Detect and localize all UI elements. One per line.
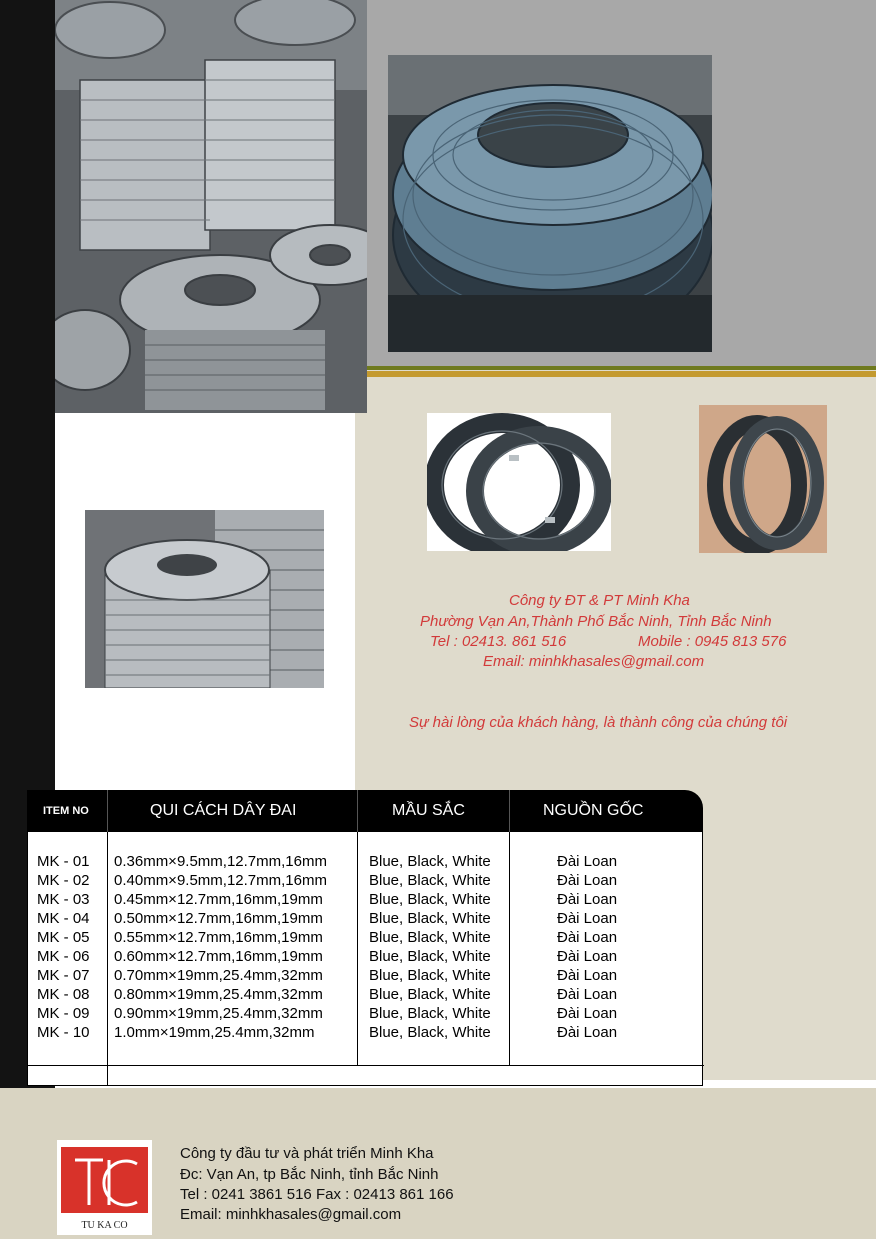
cell-spec: 0.40mm×9.5mm,12.7mm,16mm: [114, 872, 327, 889]
header-color: MẦU SẮC: [392, 802, 465, 819]
cell-item-no: MK - 03: [37, 891, 90, 908]
steel-coils-stack-photo: [55, 0, 367, 413]
company-slogan: Sự hài lòng của khách hàng, là thành công của chúng tôi: [409, 714, 788, 731]
company-address: Phường Vạn An,Thành Phố Bắc Ninh, Tỉnh Bắc Ninh: [420, 613, 772, 630]
cell-color: Blue, Black, White: [369, 948, 491, 965]
cell-spec: 0.50mm×12.7mm,16mm,19mm: [114, 910, 323, 927]
cell-item-no: MK - 06: [37, 948, 90, 965]
cell-origin: Đài Loan: [557, 967, 618, 984]
header-origin: NGUỒN GỐC: [543, 802, 644, 819]
cell-origin: Đài Loan: [557, 853, 618, 870]
cell-spec: 1.0mm×19mm,25.4mm,32mm: [114, 1024, 315, 1041]
cell-item-no: MK - 10: [37, 1024, 90, 1041]
cell-origin: Đài Loan: [557, 910, 618, 927]
table-row: [28, 890, 704, 909]
cell-origin: Đài Loan: [557, 1024, 618, 1041]
cell-spec: 0.55mm×12.7mm,16mm,19mm: [114, 929, 323, 946]
cell-spec: 0.45mm×12.7mm,16mm,19mm: [114, 891, 323, 908]
product-spec-table: [27, 790, 703, 1086]
cell-item-no: MK - 07: [37, 967, 90, 984]
table-row: [28, 909, 704, 928]
cell-origin: Đài Loan: [557, 948, 618, 965]
cell-item-no: MK - 08: [37, 986, 90, 1003]
cell-origin: Đài Loan: [557, 1005, 618, 1022]
row-divider: [28, 1065, 704, 1066]
table-row: [28, 928, 704, 947]
header-spec: QUI CÁCH DÂY ĐAI: [150, 802, 297, 819]
cell-color: Blue, Black, White: [369, 1005, 491, 1022]
column-divider: [509, 790, 510, 832]
cell-item-no: MK - 05: [37, 929, 90, 946]
table-row: [28, 1004, 704, 1023]
table-row: [28, 985, 704, 1004]
cell-spec: 0.80mm×19mm,25.4mm,32mm: [114, 986, 323, 1003]
black-steel-coils-photo: [427, 413, 611, 551]
table-row: [28, 871, 704, 890]
table-body: [27, 832, 703, 1086]
cell-item-no: MK - 09: [37, 1005, 90, 1022]
footer-phone: Tel : 0241 3861 516 Fax : 02413 861 166: [180, 1186, 454, 1203]
table-header: [27, 790, 703, 832]
table-row: [28, 852, 704, 871]
stacked-steel-coils-photo: [85, 510, 324, 688]
cell-item-no: MK - 04: [37, 910, 90, 927]
company-email: Email: minhkhasales@gmail.com: [483, 653, 705, 670]
footer-company-name: Công ty đầu tư và phát triển Minh Kha: [180, 1145, 434, 1162]
cell-spec: 0.60mm×12.7mm,16mm,19mm: [114, 948, 323, 965]
company-tel: Tel : 02413. 861 516: [430, 633, 567, 650]
table-row: [28, 966, 704, 985]
column-divider: [357, 790, 358, 832]
cell-spec: 0.70mm×19mm,25.4mm,32mm: [114, 967, 323, 984]
logo-text: TU KA CO: [81, 1220, 128, 1231]
upright-steel-coil-photo: [699, 405, 827, 553]
cell-color: Blue, Black, White: [369, 1024, 491, 1041]
cell-spec: 0.36mm×9.5mm,12.7mm,16mm: [114, 853, 327, 870]
company-name: Công ty ĐT & PT Minh Kha: [509, 592, 690, 609]
blue-steel-coils-photo: [388, 55, 712, 352]
table-row: [28, 1023, 704, 1042]
cell-color: Blue, Black, White: [369, 986, 491, 1003]
cell-origin: Đài Loan: [557, 986, 618, 1003]
company-logo: [57, 1140, 152, 1235]
cell-color: Blue, Black, White: [369, 853, 491, 870]
column-divider: [107, 790, 108, 832]
table-row: [28, 947, 704, 966]
cell-item-no: MK - 01: [37, 853, 90, 870]
footer-email: Email: minhkhasales@gmail.com: [180, 1206, 402, 1223]
header-item-no: ITEM NO: [43, 805, 89, 817]
cell-spec: 0.90mm×19mm,25.4mm,32mm: [114, 1005, 323, 1022]
cell-item-no: MK - 02: [37, 872, 90, 889]
decorative-stripe: [366, 371, 876, 377]
cell-color: Blue, Black, White: [369, 929, 491, 946]
cell-color: Blue, Black, White: [369, 891, 491, 908]
cell-color: Blue, Black, White: [369, 872, 491, 889]
cell-origin: Đài Loan: [557, 891, 618, 908]
decorative-stripe: [366, 366, 876, 370]
cell-origin: Đài Loan: [557, 872, 618, 889]
cell-color: Blue, Black, White: [369, 910, 491, 927]
footer-address: Đc: Vạn An, tp Bắc Ninh, tỉnh Bắc Ninh: [180, 1166, 439, 1183]
cell-origin: Đài Loan: [557, 929, 618, 946]
cell-color: Blue, Black, White: [369, 967, 491, 984]
company-mobile: Mobile : 0945 813 576: [638, 633, 787, 650]
